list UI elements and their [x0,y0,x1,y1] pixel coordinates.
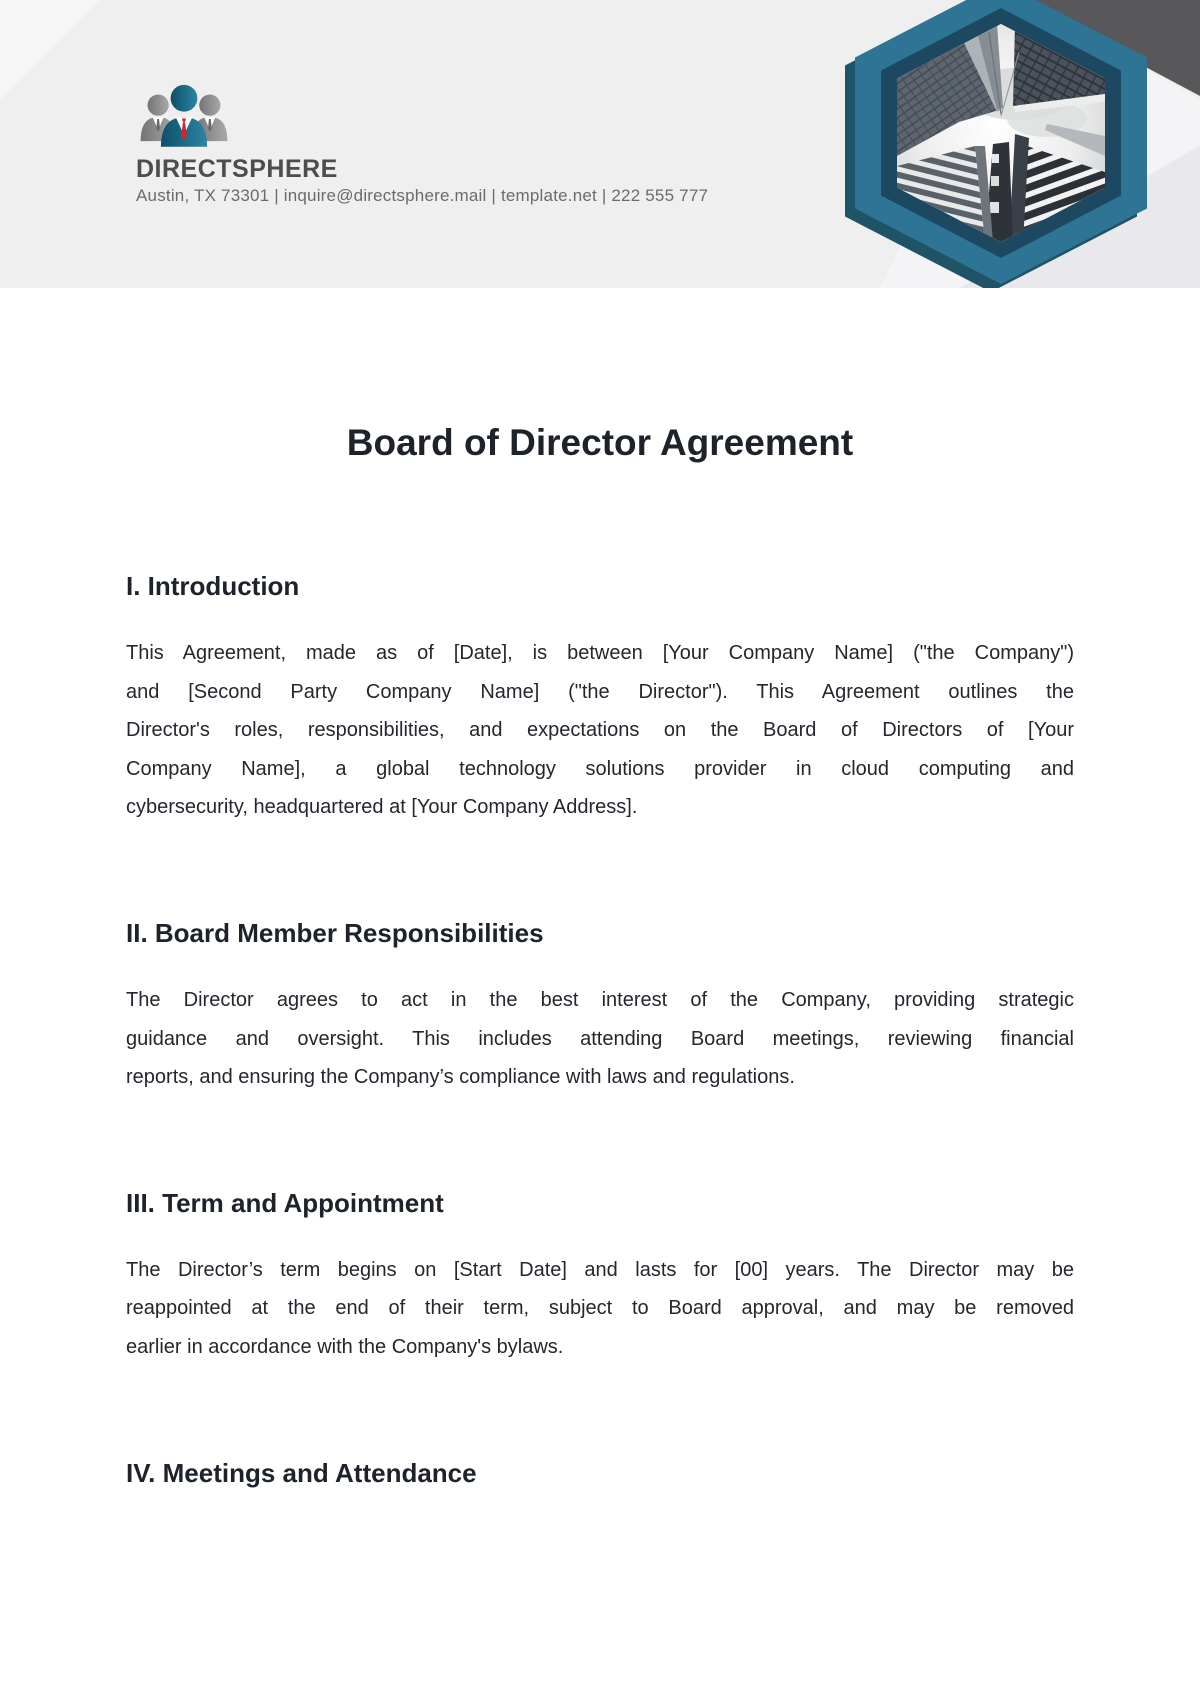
paragraph-line: Company Name], a global technology solutions provider in cloud computing and [126,757,1074,780]
page-title: Board of Director Agreement [346,422,854,463]
paragraph-line: This Agreement, made as of [Date], is between [Your Company Name] ("the Company") [126,642,1074,664]
section-heading-responsibilities: II. Board Member Responsibilities [126,917,544,948]
paragraph-introduction [126,634,1074,827]
hexagon-photo-frame [845,0,1137,288]
paragraph-line: The Director’s term begins on [Start Date] and lasts for [00] years. The Director may be [126,1258,1074,1281]
paragraph-line: guidance and oversight. This includes attending Board meetings, reviewing financial [126,1027,1074,1050]
paragraph-line: earlier in accordance with the Company's bylaws. [126,1335,564,1358]
section-heading-term-appointment: III. Term and Appointment [126,1187,444,1218]
contact-line: Austin, TX 73301 | inquire@directsphere.mail | template.net | 222 555 777 [136,186,709,205]
paragraph-line: reports, and ensuring the Company’s compliance with laws and regulations. [126,1066,795,1089]
company-logo people-icon [136,82,232,156]
people-logo-graphic [136,82,232,156]
teal-person-center [161,85,207,147]
brand-name: DIRECTSPHERE [136,155,338,183]
paragraph-line: cybersecurity, headquartered at [Your Company Address]. [126,796,638,819]
paragraph-term-appointment [126,1251,1074,1367]
paragraph-line: Director's roles, responsibilities, and expectations on the Board of Directors of [Your [126,719,1074,742]
section-heading-introduction: I. Introduction [126,571,300,601]
paragraph-line: reappointed at the end of their term, subject to Board approval, and may be removed [126,1297,1074,1320]
document-body [126,288,1074,1489]
paragraph-line: and [Second Party Company Name] ("the Director"). This Agreement outlines the [126,680,1074,703]
letterhead-header [0,0,1200,288]
section-heading-meetings-attendance: IV. Meetings and Attendance [126,1457,477,1488]
paragraph-line: The Director agrees to act in the best interest of the Company, providing strategic [126,988,1074,1011]
paragraph-responsibilities [126,981,1074,1097]
